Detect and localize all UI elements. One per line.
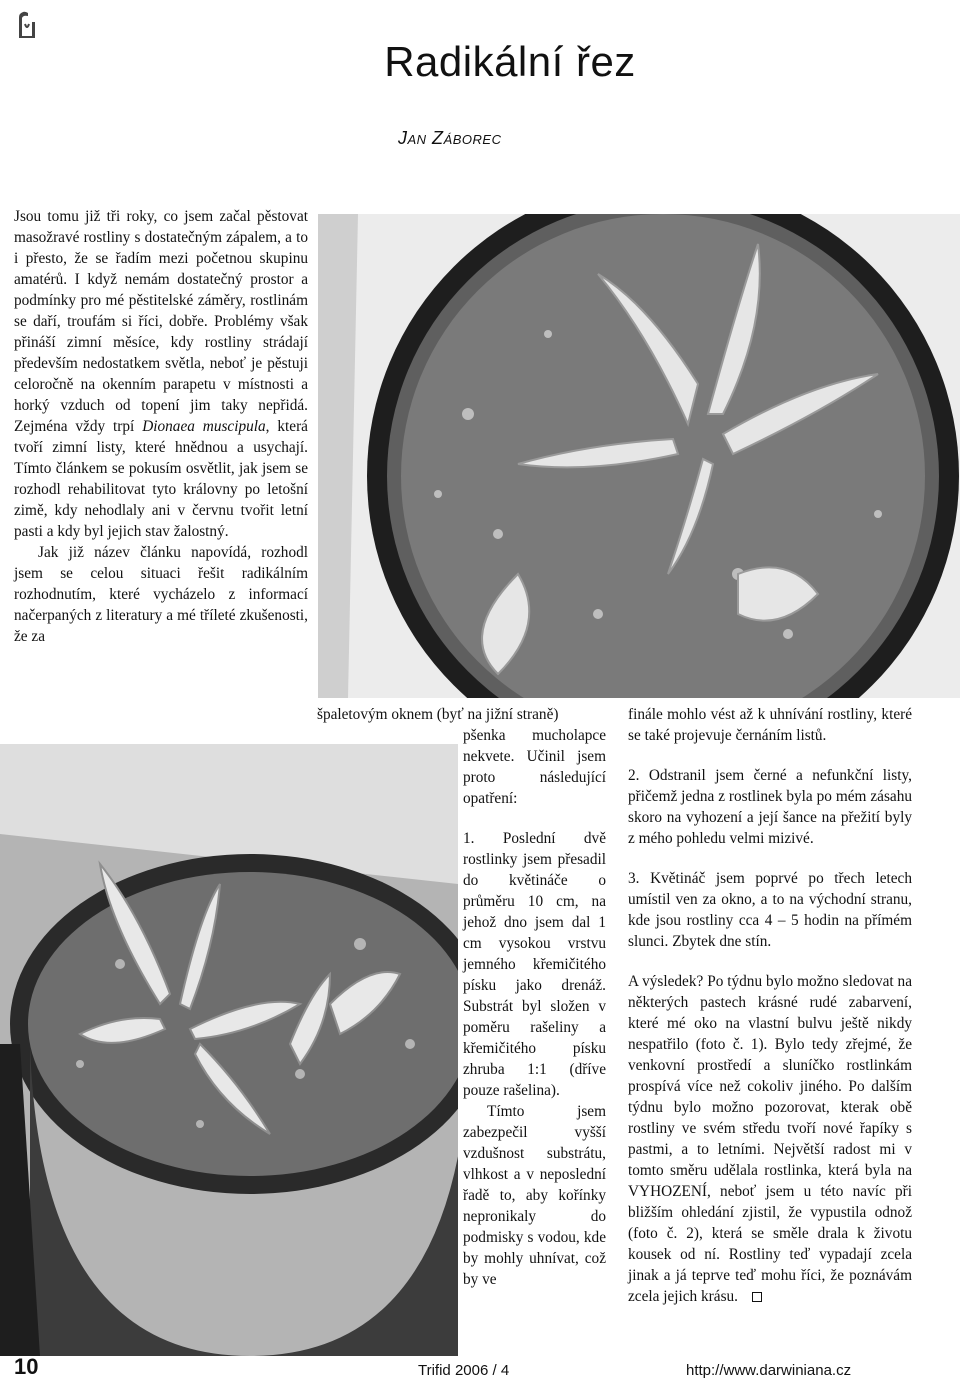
plant-photo-1 <box>318 214 960 698</box>
paragraph: 3. Květináč jsem poprvé po třech letech umístil ven za okno, a to na východní stranu, kde jsou rostliny cca 4 – 5 hodin na přímém slunci. Zbytek dne stín. <box>628 870 912 950</box>
article-title: Radikální řez <box>384 38 636 85</box>
article-author: Jan Záborec <box>398 128 502 148</box>
paragraph: 2. Odstranil jsem černé a nefunkční listy, přičemž jedna z rostlinek byla po mém zásahu skoro na vyhození a její šance na přežití byly z mého pohledu velmi mizivé. <box>628 767 912 847</box>
species-name: Dionaea muscipula <box>142 418 266 435</box>
paragraph: 1. Poslední dvě rostlinky jsem přesadil do květináče o průměru 10 cm, na jehož dno jsem dal 1 cm vysokou vrstvu jemného křemičitého písku jako drenáž. Substrát byl složen v poměru rašeliny a křemičitého písku zhruba 1:1 (dříve pouze rašelina). <box>463 830 606 1099</box>
paragraph: pšenka mucholapce nekvete. Učinil jsem proto následující opatření: <box>463 727 606 807</box>
text-column-2 <box>463 725 606 1290</box>
text-column-1 <box>14 206 308 647</box>
paragraph: Tímto jsem zabezpečil vyšší vzdušnost substrátu, vlhkost a v neposlední řadě to, aby kořínky nepronikaly do podmisky s vodou, kde by mohly uhnívat, což by ve <box>463 1103 606 1288</box>
paragraph: Jsou tomu již tři roky, co jsem začal pěstovat masožravé rostliny s dostatečným zápalem, a to i přesto, že se řadím mezi početnou skupinu amatérů. I když nemám dostatečný prostor a podmínky pro mé pěstitelské záměry, rostlinám se daří, troufám si říci, dobře. Problémy však přináší zimní měsíce, kdy rostliny strádají především nedostatkem světla, neboť je pěstuji celoročně na okenním parapetu v místnosti a horký vzduch od topení jim taky nepřidá. Zejména vždy trpí Dionaea muscipula, která tvoří zimní listy, které hnědnou a usychají. Tímto článkem se pokusím osvětlit, jak jsem se rozhodl rehabilitovat tyto královny po letošní zimě, kdy nehodlaly ani v červnu tvořit letní pasti a kdy byl jejich stav žalostný. <box>14 208 308 540</box>
website-link[interactable]: http://www.darwiniana.cz <box>686 1362 852 1379</box>
paragraph: finále mohlo vést až k uhnívání rostliny, které se také projevuje černáním listů. <box>628 706 912 744</box>
paragraph: Jak již název článku napovídá, rozhodl jsem se celou situaci řešit radikálním rozhodnutím, které vycházelo z informací načerpaných z literatury a mé tříleté zkušenosti, že za <box>14 544 308 645</box>
magazine-logo <box>14 10 38 40</box>
paragraph: A výsledek? Po týdnu bylo možno sledovat na některých pastech krásné rudé zabarvení, které mé oko na vlastní bulvu ještě nikdy nespatřilo (foto č. 1). Bylo tedy zřejmé, že venkovní prostředí a sluníčko rostlinkám prospívá více než cokoliv jiného. Po dalším týdnu bylo možno pozorovat, kterak obě rostliny ve svém středu tvoří nové řapíky s pastmi, a to letními. Největší radost mi v tomto směru udělala rostlinka, která byla na VYHOZENÍ, neboť jsem u této navíc při bližším ohledání zjistil, že vypustila odnož (foto č. 2), která se směle drala k životu kousek od ní. Rostliny teď vypadají zcela jinak a já teprve teď mohu říci, že poznávám zcela jejich krásu. <box>628 973 912 1305</box>
plant-photo-icon <box>318 214 960 698</box>
text-column-3 <box>628 704 912 1307</box>
plant-photo-icon <box>0 744 458 1356</box>
text-line: špaletovým oknem (byť na jižní straně) <box>317 706 559 723</box>
end-of-article-icon <box>752 1292 762 1302</box>
issue-label: Trifid 2006 / 4 <box>418 1362 510 1379</box>
page-number: 10 <box>14 1354 39 1379</box>
plant-photo-2 <box>0 744 458 1356</box>
